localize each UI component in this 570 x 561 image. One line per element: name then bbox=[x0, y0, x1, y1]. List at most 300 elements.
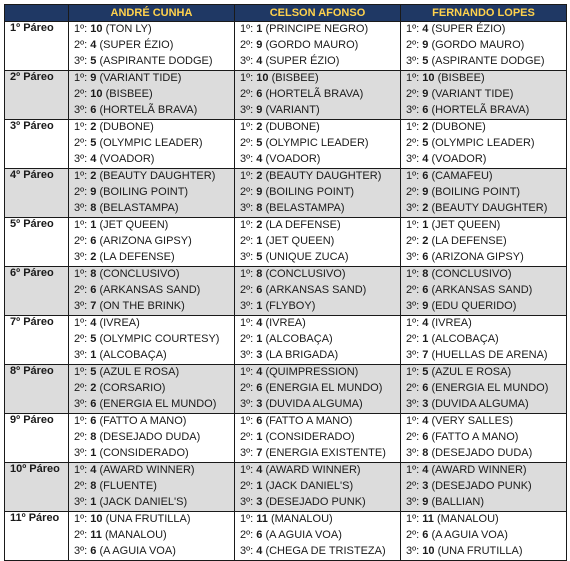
pick-cell bbox=[235, 218, 401, 267]
table-row bbox=[5, 71, 567, 120]
pick-position: 2º: bbox=[74, 88, 88, 100]
horse-name: (UNIQUE ZUCA) bbox=[265, 251, 349, 263]
horse-name: (VOADOR) bbox=[431, 153, 487, 165]
pick-position: 3º: bbox=[406, 545, 420, 557]
pick-cell bbox=[69, 169, 235, 218]
horse-name: (LA BRIGADA) bbox=[265, 349, 339, 361]
horse-name: (VARIANT TIDE) bbox=[99, 72, 182, 84]
pick-position: 1º: bbox=[74, 317, 88, 329]
horse-name: (LA DEFENSE) bbox=[265, 219, 341, 231]
pick-position: 3º: bbox=[240, 496, 254, 508]
pick-line bbox=[240, 528, 400, 544]
horse-number: 4 bbox=[256, 55, 263, 67]
horse-name: (ARKANSAS SAND) bbox=[99, 284, 201, 296]
horse-name: (AWARD WINNER) bbox=[99, 464, 195, 476]
pick-position: 3º: bbox=[406, 447, 420, 459]
horse-number: 6 bbox=[422, 431, 429, 443]
horse-number: 5 bbox=[90, 137, 97, 149]
pick-cell bbox=[69, 267, 235, 316]
table-row bbox=[5, 169, 567, 218]
pick-line bbox=[406, 365, 566, 381]
pick-position: 2º: bbox=[406, 480, 420, 492]
horse-name: (AZUL E ROSA) bbox=[431, 366, 512, 378]
pick-cell bbox=[69, 218, 235, 267]
pick-position: 3º: bbox=[240, 104, 254, 116]
horse-name: (ON THE BRINK) bbox=[99, 300, 185, 312]
pick-line bbox=[406, 87, 566, 103]
horse-number: 5 bbox=[422, 366, 429, 378]
pick-position: 3º: bbox=[406, 300, 420, 312]
pick-position: 3º: bbox=[74, 153, 88, 165]
horse-name: (A AGUIA VOA) bbox=[265, 529, 342, 541]
pick-line bbox=[240, 71, 400, 87]
pick-position: 3º: bbox=[240, 349, 254, 361]
horse-number: 5 bbox=[90, 333, 97, 345]
horse-name: (EDU QUERIDO) bbox=[431, 300, 517, 312]
header-tipster: FERNANDO LOPES bbox=[401, 5, 567, 22]
horse-number: 3 bbox=[422, 480, 429, 492]
horse-name: (FATTO A MANO) bbox=[431, 431, 519, 443]
horse-name: (BISBEE) bbox=[105, 88, 153, 100]
header-tipster: CELSON AFONSO bbox=[235, 5, 401, 22]
horse-number: 6 bbox=[422, 284, 429, 296]
pick-line bbox=[406, 218, 566, 234]
horse-name: (AWARD WINNER) bbox=[265, 464, 361, 476]
horse-number: 1 bbox=[422, 333, 429, 345]
pick-cell bbox=[69, 71, 235, 120]
pick-line bbox=[406, 234, 566, 250]
horse-name: (JACK DANIEL'S) bbox=[99, 496, 188, 508]
horse-name: (CORSARIO) bbox=[99, 382, 166, 394]
pick-position: 3º: bbox=[406, 153, 420, 165]
horse-name: (MANALOU) bbox=[104, 529, 167, 541]
pick-line bbox=[74, 544, 234, 560]
horse-name: (ENERGIA EL MUNDO) bbox=[431, 382, 549, 394]
pick-line bbox=[240, 365, 400, 381]
horse-name: (DUBONE) bbox=[265, 121, 320, 133]
pick-position: 3º: bbox=[406, 104, 420, 116]
horse-number: 9 bbox=[422, 88, 429, 100]
pick-cell bbox=[401, 414, 567, 463]
pick-cell bbox=[235, 71, 401, 120]
horse-name: (JET QUEEN) bbox=[265, 235, 335, 247]
pick-line bbox=[74, 299, 234, 315]
pick-cell bbox=[235, 414, 401, 463]
pick-cell bbox=[69, 22, 235, 71]
pick-position: 1º: bbox=[406, 23, 420, 35]
horse-name: (CONSIDERADO) bbox=[265, 431, 355, 443]
pick-position: 1º: bbox=[240, 23, 254, 35]
pick-position: 1º: bbox=[406, 513, 420, 525]
horse-name: (DUBONE) bbox=[431, 121, 486, 133]
pick-position: 3º: bbox=[240, 398, 254, 410]
pick-cell bbox=[401, 267, 567, 316]
horse-number: 6 bbox=[256, 382, 263, 394]
pick-line bbox=[74, 169, 234, 185]
horse-number: 4 bbox=[422, 153, 429, 165]
pick-line bbox=[406, 463, 566, 479]
pick-position: 2º: bbox=[74, 382, 88, 394]
pick-line bbox=[74, 250, 234, 266]
pick-line bbox=[406, 348, 566, 364]
pick-line bbox=[74, 38, 234, 54]
horse-number: 8 bbox=[256, 268, 263, 280]
horse-name: (ALCOBAÇA) bbox=[265, 333, 333, 345]
race-label: 6º Páreo bbox=[5, 267, 69, 316]
horse-number: 10 bbox=[90, 513, 103, 525]
horse-name: (JET QUEEN) bbox=[431, 219, 501, 231]
pick-position: 1º: bbox=[406, 317, 420, 329]
table-header bbox=[5, 5, 567, 22]
pick-position: 2º: bbox=[74, 186, 88, 198]
horse-number: 10 bbox=[422, 72, 435, 84]
horse-name: (FLYBOY) bbox=[265, 300, 316, 312]
pick-position: 2º: bbox=[74, 480, 88, 492]
pick-line bbox=[240, 479, 400, 495]
horse-name: (CAMAFEU) bbox=[431, 170, 493, 182]
horse-name: (BEAUTY DAUGHTER) bbox=[99, 170, 216, 182]
pick-position: 3º: bbox=[406, 496, 420, 508]
pick-line bbox=[406, 381, 566, 397]
horse-number: 6 bbox=[90, 104, 97, 116]
race-label: 7º Páreo bbox=[5, 316, 69, 365]
pick-cell bbox=[69, 316, 235, 365]
pick-position: 2º: bbox=[74, 235, 88, 247]
horse-name: (BISBEE) bbox=[437, 72, 485, 84]
table-row bbox=[5, 316, 567, 365]
pick-position: 2º: bbox=[406, 137, 420, 149]
horse-name: (ALCOBAÇA) bbox=[99, 349, 167, 361]
race-label: 8º Páreo bbox=[5, 365, 69, 414]
horse-name: (CONSIDERADO) bbox=[99, 447, 189, 459]
horse-name: (CONCLUSIVO) bbox=[265, 268, 346, 280]
table-row bbox=[5, 22, 567, 71]
pick-line bbox=[74, 103, 234, 119]
pick-line bbox=[74, 87, 234, 103]
pick-line bbox=[74, 218, 234, 234]
pick-line bbox=[240, 54, 400, 70]
horse-number: 4 bbox=[422, 464, 429, 476]
pick-line bbox=[406, 528, 566, 544]
pick-line bbox=[406, 397, 566, 413]
pick-line bbox=[240, 348, 400, 364]
horse-name: (DUVIDA ALGUMA) bbox=[431, 398, 529, 410]
pick-line bbox=[240, 103, 400, 119]
horse-name: (BELASTAMPA) bbox=[99, 202, 179, 214]
pick-line bbox=[406, 136, 566, 152]
horse-number: 9 bbox=[256, 39, 263, 51]
pick-line bbox=[240, 169, 400, 185]
horse-number: 9 bbox=[90, 72, 97, 84]
pick-line bbox=[240, 446, 400, 462]
pick-position: 1º: bbox=[74, 366, 88, 378]
pick-line bbox=[74, 201, 234, 217]
pick-position: 1º: bbox=[74, 219, 88, 231]
pick-line bbox=[74, 267, 234, 283]
pick-position: 1º: bbox=[406, 170, 420, 182]
horse-number: 1 bbox=[422, 219, 429, 231]
horse-number: 5 bbox=[90, 366, 97, 378]
pick-line bbox=[406, 120, 566, 136]
pick-line bbox=[74, 120, 234, 136]
pick-cell bbox=[69, 463, 235, 512]
pick-line bbox=[406, 332, 566, 348]
horse-name: (ALCOBAÇA) bbox=[431, 333, 499, 345]
pick-position: 2º: bbox=[240, 529, 254, 541]
horse-number: 2 bbox=[256, 219, 263, 231]
pick-line bbox=[240, 250, 400, 266]
pick-position: 1º: bbox=[74, 72, 88, 84]
horse-name: (ARIZONA GIPSY) bbox=[99, 235, 192, 247]
pick-line bbox=[406, 267, 566, 283]
horse-number: 1 bbox=[256, 235, 263, 247]
horse-number: 6 bbox=[90, 545, 97, 557]
pick-line bbox=[406, 201, 566, 217]
table-row bbox=[5, 267, 567, 316]
pick-line bbox=[74, 365, 234, 381]
race-label: 1º Páreo bbox=[5, 22, 69, 71]
pick-position: 1º: bbox=[406, 464, 420, 476]
race-label: 5º Páreo bbox=[5, 218, 69, 267]
pick-line bbox=[240, 495, 400, 511]
pick-position: 2º: bbox=[74, 529, 88, 541]
horse-name: (HORTELÃ BRAVA) bbox=[99, 104, 198, 116]
pick-position: 3º: bbox=[74, 55, 88, 67]
pick-line bbox=[240, 299, 400, 315]
horse-name: (ENERGIA EL MUNDO) bbox=[99, 398, 217, 410]
horse-name: (ASPIRANTE DODGE) bbox=[99, 55, 213, 67]
pick-cell bbox=[69, 414, 235, 463]
pick-cell bbox=[401, 22, 567, 71]
pick-position: 3º: bbox=[406, 55, 420, 67]
horse-name: (DESEJADO PUNK) bbox=[265, 496, 366, 508]
pick-position: 2º: bbox=[240, 382, 254, 394]
horse-name: (HORTELÃ BRAVA) bbox=[265, 88, 364, 100]
pick-position: 2º: bbox=[74, 284, 88, 296]
pick-position: 2º: bbox=[240, 431, 254, 443]
horse-name: (MANALOU) bbox=[270, 513, 333, 525]
pick-position: 2º: bbox=[74, 39, 88, 51]
pick-line bbox=[406, 54, 566, 70]
horse-number: 6 bbox=[90, 284, 97, 296]
pick-line bbox=[240, 332, 400, 348]
pick-cell bbox=[401, 463, 567, 512]
pick-line bbox=[74, 54, 234, 70]
horse-number: 3 bbox=[256, 349, 263, 361]
horse-number: 2 bbox=[90, 382, 97, 394]
pick-position: 2º: bbox=[74, 137, 88, 149]
horse-number: 2 bbox=[90, 170, 97, 182]
horse-number: 10 bbox=[256, 72, 269, 84]
pick-line bbox=[240, 152, 400, 168]
horse-number: 6 bbox=[90, 415, 97, 427]
table-row bbox=[5, 218, 567, 267]
pick-position: 3º: bbox=[406, 251, 420, 263]
horse-number: 2 bbox=[422, 202, 429, 214]
pick-line bbox=[74, 528, 234, 544]
horse-name: (OLYMPIC LEADER) bbox=[265, 137, 369, 149]
pick-line bbox=[240, 544, 400, 560]
horse-number: 5 bbox=[90, 55, 97, 67]
pick-position: 1º: bbox=[74, 268, 88, 280]
pick-line bbox=[406, 152, 566, 168]
pick-line bbox=[74, 512, 234, 528]
pick-line bbox=[240, 22, 400, 38]
pick-line bbox=[74, 234, 234, 250]
pick-position: 1º: bbox=[240, 219, 254, 231]
pick-cell bbox=[69, 512, 235, 561]
horse-number: 4 bbox=[256, 464, 263, 476]
horse-name: (BALLIAN) bbox=[431, 496, 485, 508]
race-label: 4º Páreo bbox=[5, 169, 69, 218]
pick-line bbox=[74, 185, 234, 201]
pick-cell bbox=[235, 316, 401, 365]
pick-position: 2º: bbox=[240, 88, 254, 100]
horse-name: (ASPIRANTE DODGE) bbox=[431, 55, 545, 67]
horse-number: 6 bbox=[422, 529, 429, 541]
pick-position: 1º: bbox=[74, 513, 88, 525]
pick-position: 2º: bbox=[240, 333, 254, 345]
horse-number: 10 bbox=[422, 545, 435, 557]
pick-position: 1º: bbox=[240, 121, 254, 133]
pick-line bbox=[74, 283, 234, 299]
pick-cell bbox=[235, 267, 401, 316]
pick-line bbox=[406, 22, 566, 38]
horse-name: (ENERGIA EXISTENTE) bbox=[265, 447, 386, 459]
pick-line bbox=[74, 430, 234, 446]
pick-position: 2º: bbox=[240, 137, 254, 149]
horse-number: 2 bbox=[256, 121, 263, 133]
pick-position: 3º: bbox=[74, 545, 88, 557]
pick-position: 3º: bbox=[240, 300, 254, 312]
pick-position: 1º: bbox=[74, 121, 88, 133]
horse-number: 7 bbox=[90, 300, 97, 312]
horse-number: 10 bbox=[90, 23, 103, 35]
horse-name: (FATTO A MANO) bbox=[99, 415, 187, 427]
table-row bbox=[5, 414, 567, 463]
horse-name: (BOILING POINT) bbox=[431, 186, 521, 198]
pick-cell bbox=[235, 365, 401, 414]
pick-line bbox=[406, 250, 566, 266]
pick-line bbox=[240, 218, 400, 234]
table-row bbox=[5, 463, 567, 512]
pick-line bbox=[74, 446, 234, 462]
pick-position: 1º: bbox=[406, 72, 420, 84]
horse-number: 5 bbox=[422, 55, 429, 67]
pick-position: 3º: bbox=[240, 55, 254, 67]
pick-cell bbox=[401, 218, 567, 267]
horse-number: 4 bbox=[256, 545, 263, 557]
pick-position: 2º: bbox=[406, 39, 420, 51]
pick-position: 3º: bbox=[74, 104, 88, 116]
horse-number: 4 bbox=[422, 23, 429, 35]
pick-cell bbox=[401, 316, 567, 365]
pick-position: 1º: bbox=[406, 268, 420, 280]
pick-line bbox=[406, 103, 566, 119]
horse-number: 6 bbox=[256, 415, 263, 427]
horse-number: 8 bbox=[256, 202, 263, 214]
horse-name: (ARIZONA GIPSY) bbox=[431, 251, 524, 263]
horse-number: 9 bbox=[256, 104, 263, 116]
horse-name: (VOADOR) bbox=[265, 153, 321, 165]
horse-name: (DESEJADO DUDA) bbox=[99, 431, 201, 443]
pick-line bbox=[240, 201, 400, 217]
horse-name: (PRINCIPE NEGRO) bbox=[265, 23, 369, 35]
pick-position: 3º: bbox=[240, 447, 254, 459]
pick-position: 3º: bbox=[74, 251, 88, 263]
horse-name: (LA DEFENSE) bbox=[431, 235, 507, 247]
pick-cell bbox=[401, 365, 567, 414]
horse-number: 6 bbox=[422, 104, 429, 116]
horse-number: 9 bbox=[422, 300, 429, 312]
table-row bbox=[5, 365, 567, 414]
pick-line bbox=[406, 446, 566, 462]
pick-line bbox=[240, 381, 400, 397]
pick-position: 3º: bbox=[74, 349, 88, 361]
pick-position: 1º: bbox=[406, 219, 420, 231]
pick-position: 2º: bbox=[406, 382, 420, 394]
pick-position: 3º: bbox=[406, 398, 420, 410]
horse-number: 4 bbox=[256, 153, 263, 165]
horse-name: (LA DEFENSE) bbox=[99, 251, 175, 263]
horse-name: (IVREA) bbox=[431, 317, 472, 329]
pick-position: 3º: bbox=[406, 202, 420, 214]
pick-position: 1º: bbox=[240, 513, 254, 525]
horse-number: 11 bbox=[90, 529, 102, 541]
horse-name: (FATTO A MANO) bbox=[265, 415, 353, 427]
horse-number: 8 bbox=[90, 202, 97, 214]
horse-number: 4 bbox=[90, 464, 97, 476]
pick-line bbox=[240, 267, 400, 283]
horse-name: (OLYMPIC LEADER) bbox=[431, 137, 535, 149]
horse-number: 8 bbox=[90, 268, 97, 280]
pick-line bbox=[406, 430, 566, 446]
pick-position: 2º: bbox=[406, 529, 420, 541]
race-label: 10º Páreo bbox=[5, 463, 69, 512]
horse-name: (VOADOR) bbox=[99, 153, 155, 165]
pick-position: 1º: bbox=[240, 268, 254, 280]
pick-position: 2º: bbox=[406, 431, 420, 443]
pick-position: 1º: bbox=[74, 464, 88, 476]
pick-position: 1º: bbox=[406, 366, 420, 378]
horse-name: (CONCLUSIVO) bbox=[99, 268, 180, 280]
picks-table bbox=[4, 4, 567, 561]
pick-line bbox=[406, 71, 566, 87]
horse-number: 4 bbox=[256, 366, 263, 378]
horse-name: (VERY SALLES) bbox=[431, 415, 513, 427]
race-label: 11º Páreo bbox=[5, 512, 69, 561]
pick-line bbox=[240, 397, 400, 413]
horse-name: (FLUENTE) bbox=[99, 480, 157, 492]
horse-name: (DUBONE) bbox=[99, 121, 154, 133]
horse-name: (ARKANSAS SAND) bbox=[265, 284, 367, 296]
pick-cell bbox=[401, 512, 567, 561]
pick-line bbox=[74, 479, 234, 495]
horse-number: 10 bbox=[90, 88, 103, 100]
horse-number: 1 bbox=[90, 219, 97, 231]
horse-number: 9 bbox=[422, 39, 429, 51]
horse-name: (HUELLAS DE ARENA) bbox=[431, 349, 548, 361]
pick-position: 3º: bbox=[406, 349, 420, 361]
pick-position: 2º: bbox=[74, 431, 88, 443]
table-row bbox=[5, 512, 567, 561]
pick-line bbox=[74, 316, 234, 332]
pick-line bbox=[406, 38, 566, 54]
pick-line bbox=[240, 136, 400, 152]
pick-line bbox=[406, 544, 566, 560]
horse-number: 2 bbox=[422, 235, 429, 247]
horse-name: (ENERGIA EL MUNDO) bbox=[265, 382, 383, 394]
